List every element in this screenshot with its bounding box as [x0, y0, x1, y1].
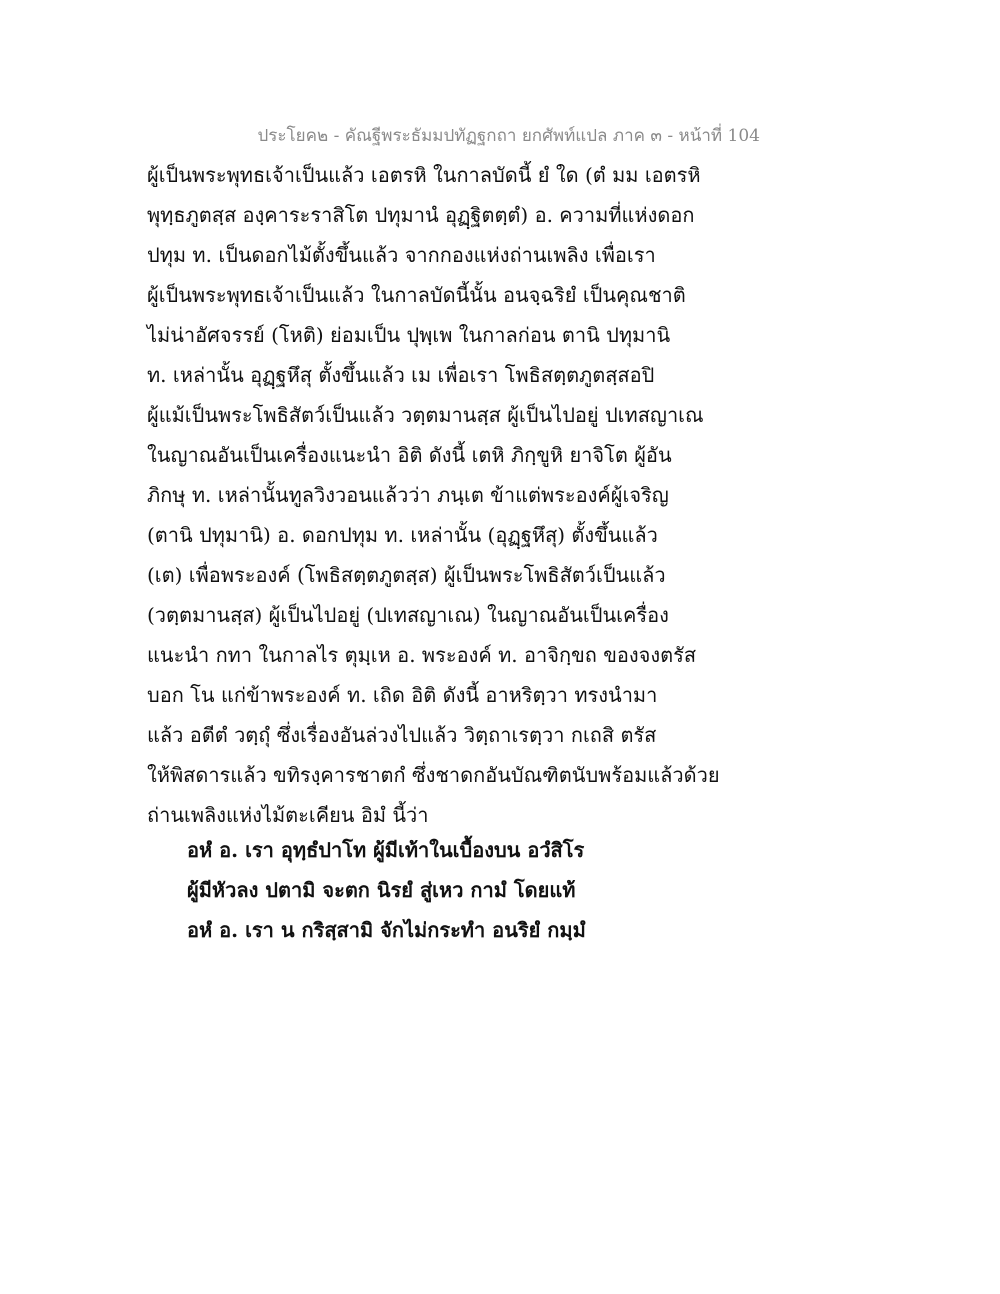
verse-line: อหํ อ. เรา อุทฺธํปาโท ผู้มีเท้าในเบื้องบน อวํสิโร	[187, 838, 585, 862]
text-line: (เต) เพื่อพระองค์ (โพธิสตฺตภูตสฺส) ผู้เป็นพระโพธิสัตว์เป็นแล้ว	[147, 563, 666, 587]
verse-line: อหํ อ. เรา น กริสฺสามิ จักไม่กระทำ อนริยํ กมฺมํ	[187, 918, 586, 942]
text-line: ปทุม ท. เป็นดอกไม้ตั้งขึ้นแล้ว จากกองแห่งถ่านเพลิง เพื่อเรา	[147, 243, 656, 267]
text-line: (ตานิ ปทุมานิ) อ. ดอกปทุม ท. เหล่านั้น (อุฏฺฐหึสุ) ตั้งขึ้นแล้ว	[147, 523, 658, 547]
text-line: พุทฺธภูตสฺส องฺคาระราสิโต ปทุมานํ อุฏฺฐิตตฺตํ) อ. ความที่แห่งดอก	[147, 203, 695, 227]
text-line: ผู้เป็นพระพุทธเจ้าเป็นแล้ว เอตรหิ ในกาลบัดนี้ ยํ ใด (ตํ มม เอตรหิ	[147, 163, 701, 187]
verse-block	[187, 830, 707, 950]
text-line: ไม่น่าอัศจรรย์ (โหติ) ย่อมเป็น ปุพฺเพ ในกาลก่อน ตานิ ปทุมานิ	[147, 323, 671, 347]
running-header: ประโยค๒ - คัณฐีพระธัมมปทัฏฐกถา ยกศัพท์แปล ภาค ๓ - หน้าที่ 104	[257, 126, 760, 146]
verse-line: ผู้มีหัวลง ปตามิ จะตก นิรยํ สู่เหว กามํ โดยแท้	[187, 878, 576, 902]
text-line: ผู้เป็นพระพุทธเจ้าเป็นแล้ว ในกาลบัดนี้นั้น อนจฺฉริยํ เป็นคุณชาติ	[147, 283, 686, 307]
text-line: ให้พิสดารแล้ว ขทิรงฺคารชาตกํ ซึ่งชาดกอันบัณฑิตนับพร้อมแล้วด้วย	[147, 763, 720, 787]
text-line: ท. เหล่านั้น อุฏฺฐหึสุ ตั้งขึ้นแล้ว เม เพื่อเรา โพธิสตฺตภูตสฺสอปิ	[147, 363, 655, 387]
text-line: แนะนำ กทา ในกาลไร ตุมฺเห อ. พระองค์ ท. อาจิกฺขถ ของจงตรัส	[147, 643, 697, 667]
body-paragraph	[147, 155, 720, 835]
text-line: (วตฺตมานสฺส) ผู้เป็นไปอยู่ (ปเทสญาเณ) ในญาณอันเป็นเครื่อง	[147, 603, 669, 627]
text-line: ภิกษุ ท. เหล่านั้นทูลวิงวอนแล้วว่า ภนฺเต ข้าแต่พระองค์ผู้เจริญ	[147, 483, 669, 507]
text-line: ถ่านเพลิงแห่งไม้ตะเคียน อิมํ นี้ว่า	[147, 803, 429, 827]
text-line: ในญาณอันเป็นเครื่องแนะนำ อิติ ดังนี้ เตหิ ภิกฺขูหิ ยาจิโต ผู้อัน	[147, 443, 672, 467]
text-line: ผู้แม้เป็นพระโพธิสัตว์เป็นแล้ว วตฺตมานสฺส ผู้เป็นไปอยู่ ปเทสญาเณ	[147, 403, 704, 427]
text-line: แล้ว อตีตํ วตฺถุํ ซึ่งเรื่องอันล่วงไปแล้ว วิตฺถาเรตฺวา กเถสิ ตรัส	[147, 723, 657, 747]
text-line: บอก โน แก่ข้าพระองค์ ท. เถิด อิติ ดังนี้ อาหริตฺวา ทรงนำมา	[147, 683, 658, 707]
